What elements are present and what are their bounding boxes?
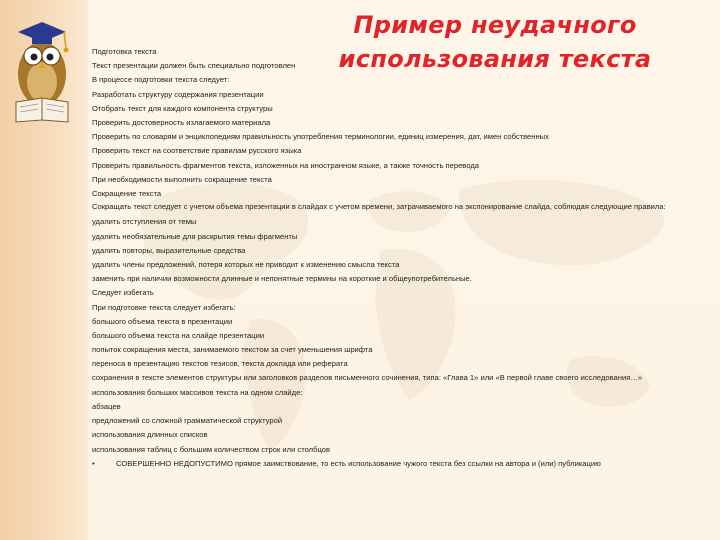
text-line: Проверить по словарям и энциклопедиям правильность употребления терминологии, единиц измерения, дат, имен собственных: [92, 132, 549, 142]
text-line: сохранения в тексте элементов структуры или заголовков разделов письменного сочинения, типа: «Глава 1» или «В первой главе своего исследования…»: [92, 372, 643, 382]
owl-with-graduation-cap-icon: [4, 4, 80, 124]
text-line: использования таблиц с большим количеством строк или столбцов: [92, 444, 330, 454]
text-line: Текст презентации должен быть специально подготовлен: [92, 61, 296, 71]
text-line: предложений со сложной грамматической структурой: [92, 416, 283, 426]
text-line: удалить повторы, выразительные средства: [92, 245, 246, 255]
text-line: попыток сокращения места, занимаемого текстом за счет уменьшения шрифта: [92, 345, 373, 355]
text-line: заменить при наличии возможности длинные и непонятные термины на короткие и общеупотребительные.: [92, 274, 472, 284]
text-line: В процессе подготовки текста следует:: [92, 75, 230, 85]
text-line: Разработать структуру содержания презентации: [92, 89, 264, 99]
text-line: использования больших массивов текста на одном слайде:: [92, 387, 303, 397]
text-line: удалить необязательные для раскрытия темы фрагменты: [92, 231, 298, 241]
text-line: При необходимости выполнить сокращение текста: [92, 174, 272, 184]
text-line: удалить отступления от темы: [92, 217, 197, 227]
text-line: При подготовке текста следует избегать:: [92, 302, 236, 312]
text-line: большого объема текста на слайде презентации: [92, 331, 265, 341]
text-line: Проверить текст на соответствие правилам русского языка: [92, 146, 302, 156]
warning-bullet-line: [92, 457, 692, 471]
text-line: Проверить достоверность излагаемого материала: [92, 118, 271, 128]
text-line: Сокращение текста: [92, 189, 162, 199]
title-line-1: Пример неудачного: [353, 11, 637, 39]
body-text: [92, 45, 692, 471]
open-book-icon: [16, 98, 68, 122]
bullet-icon: •: [92, 458, 95, 468]
text-line: Следует избегать: [92, 288, 154, 298]
text-line: удалить члены предложений, потеря которых не приводит к изменению смысла текста: [92, 260, 400, 270]
text-line: абзацев: [92, 402, 121, 412]
text-line: Проверить правильность фрагментов текста, изложенных на иностранном языке, а также точность перевода: [92, 160, 479, 170]
text-line: использования длинных списков: [92, 430, 208, 440]
text-line: Отобрать текст для каждого компонента структуры: [92, 103, 273, 113]
text-line: Сокращать текст следует с учетом объема презентации в слайдах с учетом времени, затрачиваемого на экспонирование слайда, соблюдая следующие правила:: [92, 202, 666, 212]
text-line: большого объема текста в презентации: [92, 316, 233, 326]
warning-text: СОВЕРШЕННО НЕДОПУСТИМО прямое заимствование, то есть использование чужого текста без ссылки на автора и (или) публикацию: [116, 458, 601, 468]
text-line: переноса в презентацию текстов тезисов, текста доклада или реферата: [92, 359, 348, 369]
title-line-2: использования текста: [338, 45, 652, 73]
text-line: Подготовка текста: [92, 47, 157, 56]
